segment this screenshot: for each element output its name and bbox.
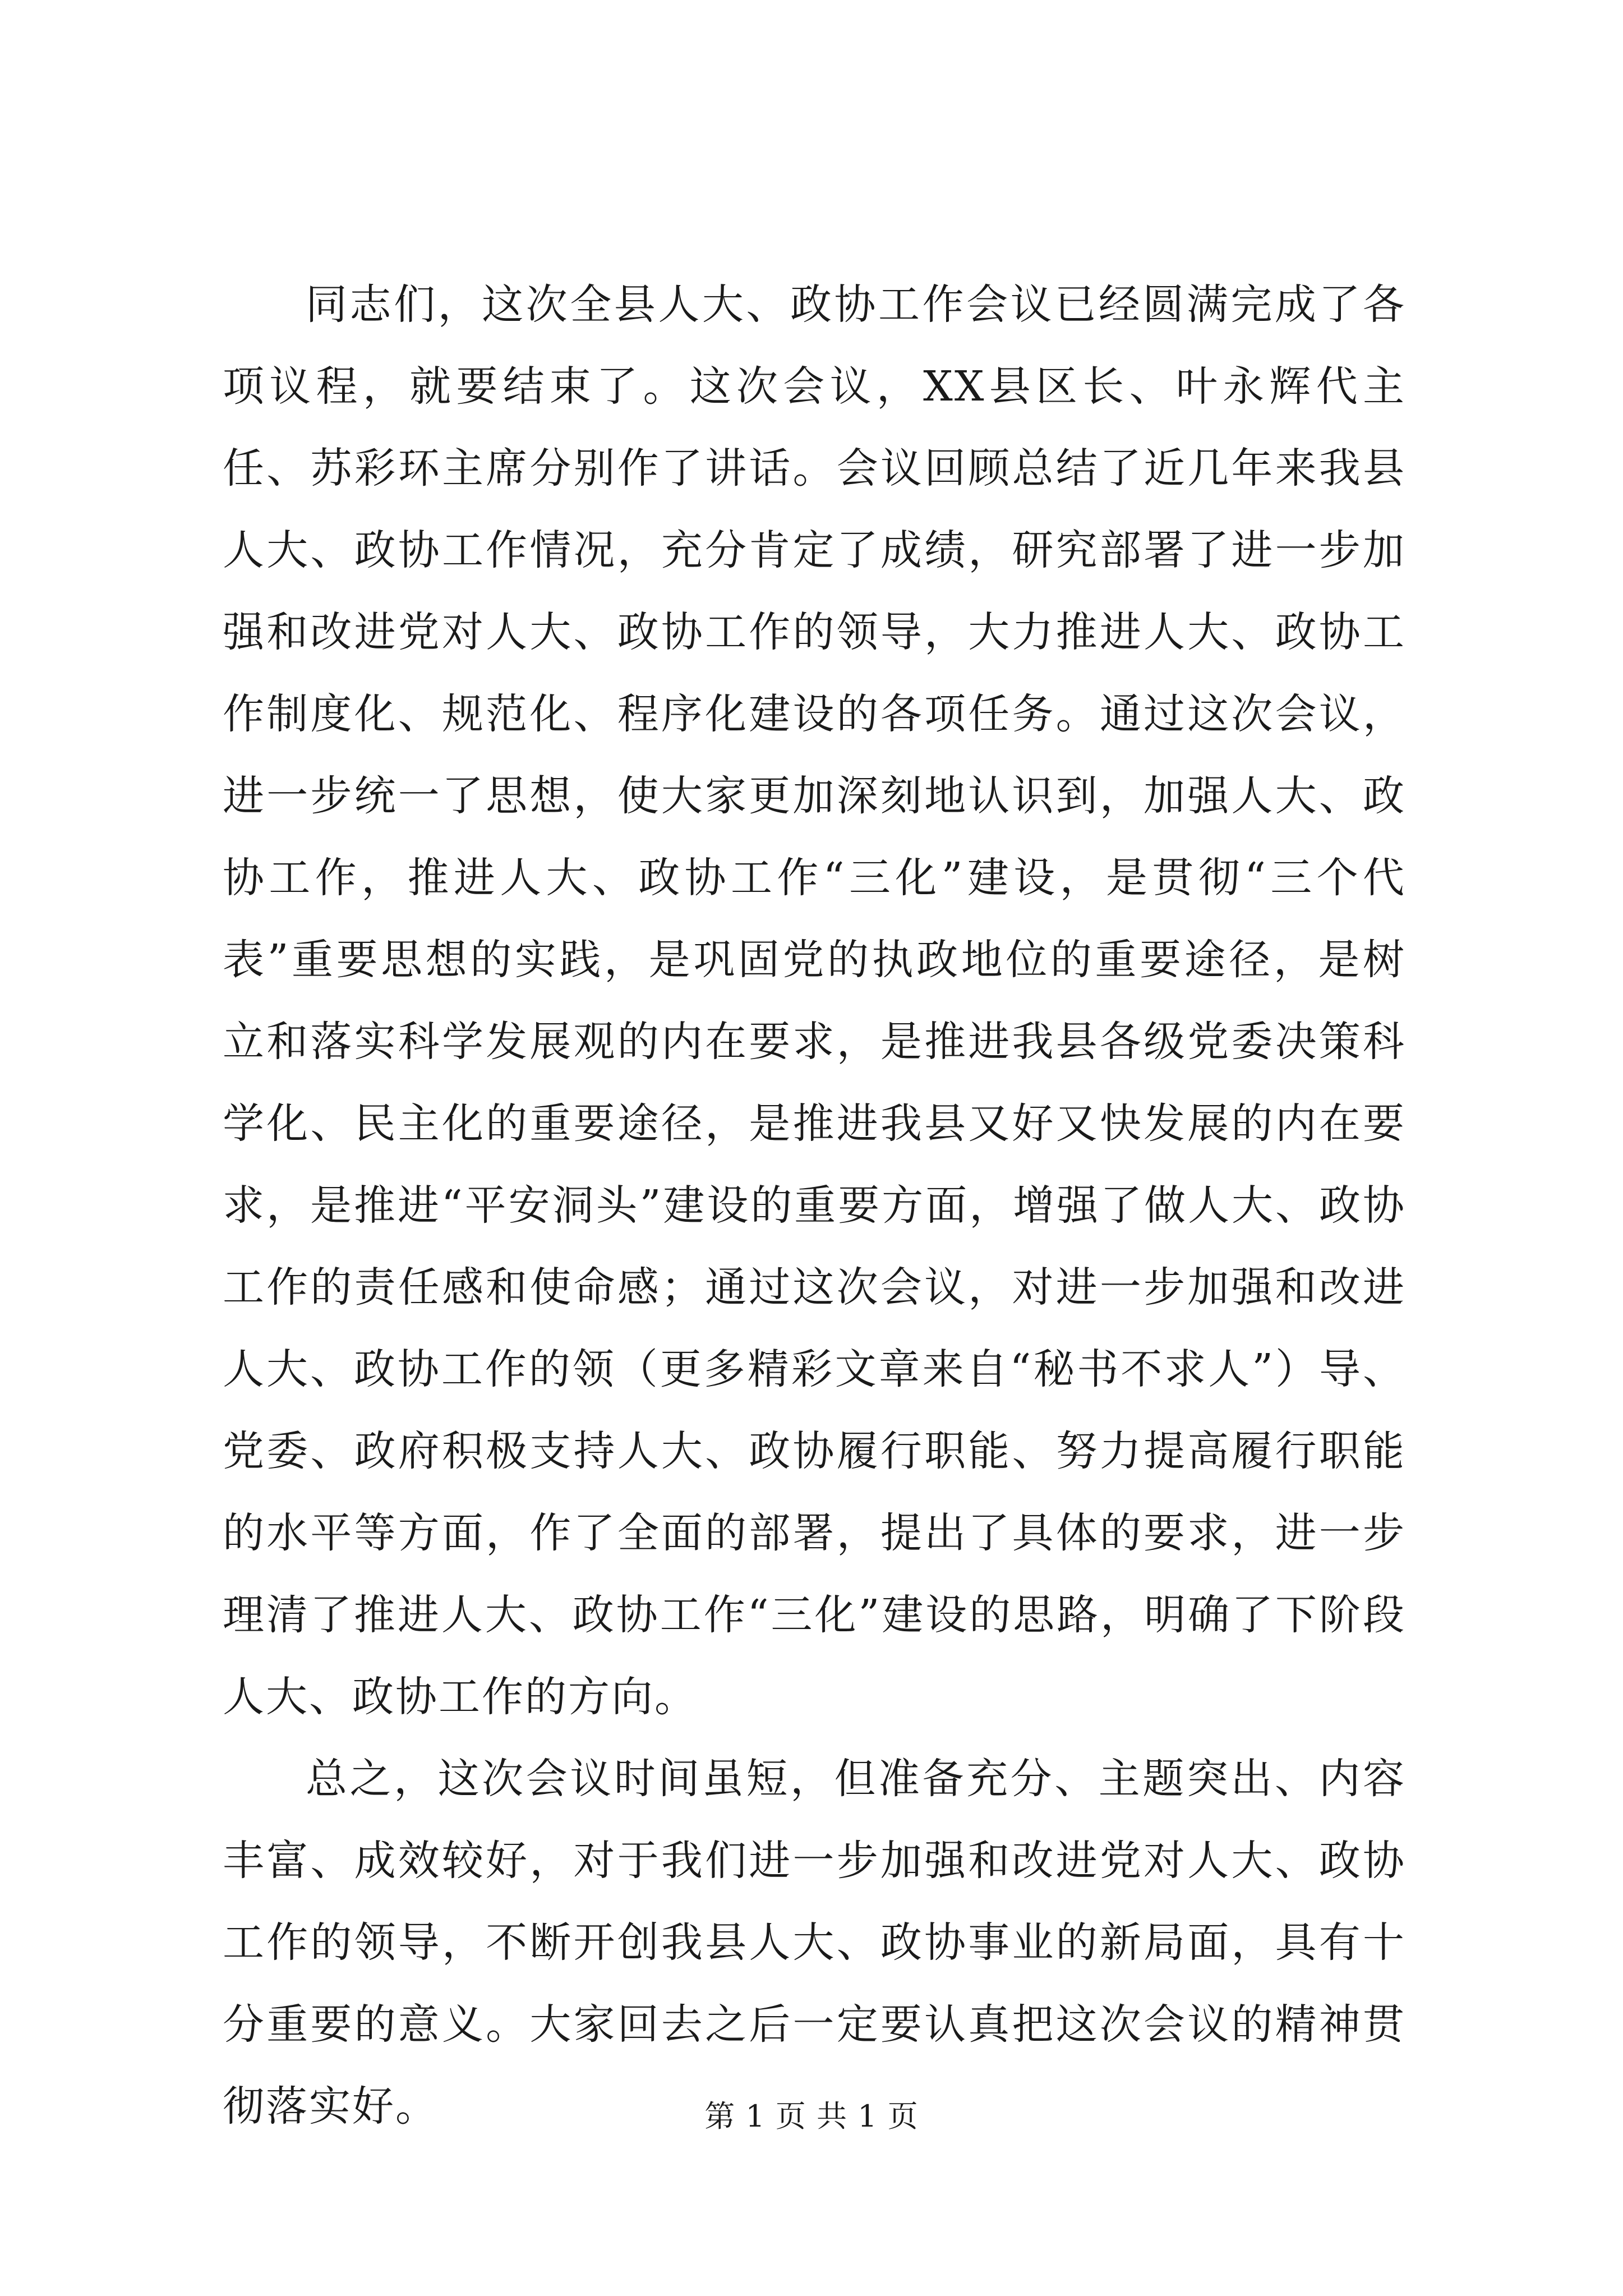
paragraph-1: 同志们，这次全县人大、政协工作会议已经圆满完成了各项议程，就要结束了。这次会议，XX县区长、叶永辉代主任、苏彩环主席分别作了讲话。会议回顾总结了近几年来我县人大、政协工作情况，充分肯定了成绩，研究部署了进一步加强和改进党对人大、政协工作的领导，大力推进人大、政协工作制度化、规范化、程序化建设的各项任务。通过这次会议，进一步统一了思想，使大家更加深刻地认识到，加强人大、政协工作，推进人大、政协工作“三化”建设，是贯彻“三个代表”重要思想的实践，是巩固党的执政地位的重要途径，是树立和落实科学发展观的内在要求，是推进我县各级党委决策科学化、民主化的重要途径，是推进我县又好又快发展的内在要求，是推进“平安洞头”建设的重要方面，增强了做人大、政协工作的责任感和使命感；通过这次会议，对进一步加强和改进人大、政协工作的领（更多精彩文章来自“秘书不求人”）导、党委、政府积极支持人大、政协履行职能、努力提高履行职能的水平等方面，作了全面的部署，提出了具体的要求，进一步理清了推进人大、政协工作“三化”建设的思路，明确了下阶段人大、政协工作的方向。 bbox=[223, 280, 1406, 1721]
paragraph-2: 总之，这次会议时间虽短，但准备充分、主题突出、内容丰富、成效较好，对于我们进一步加强和改进党对人大、政协工作的领导，不断开创我县人大、政协事业的新局面，具有十分重要的意义。大家回去之后一定要认真把这次会议的精神贯彻落实好。 bbox=[223, 1755, 1406, 2131]
document-body bbox=[223, 264, 1406, 2147]
page-footer: 第 1 页 共 1 页 bbox=[704, 2099, 919, 2134]
